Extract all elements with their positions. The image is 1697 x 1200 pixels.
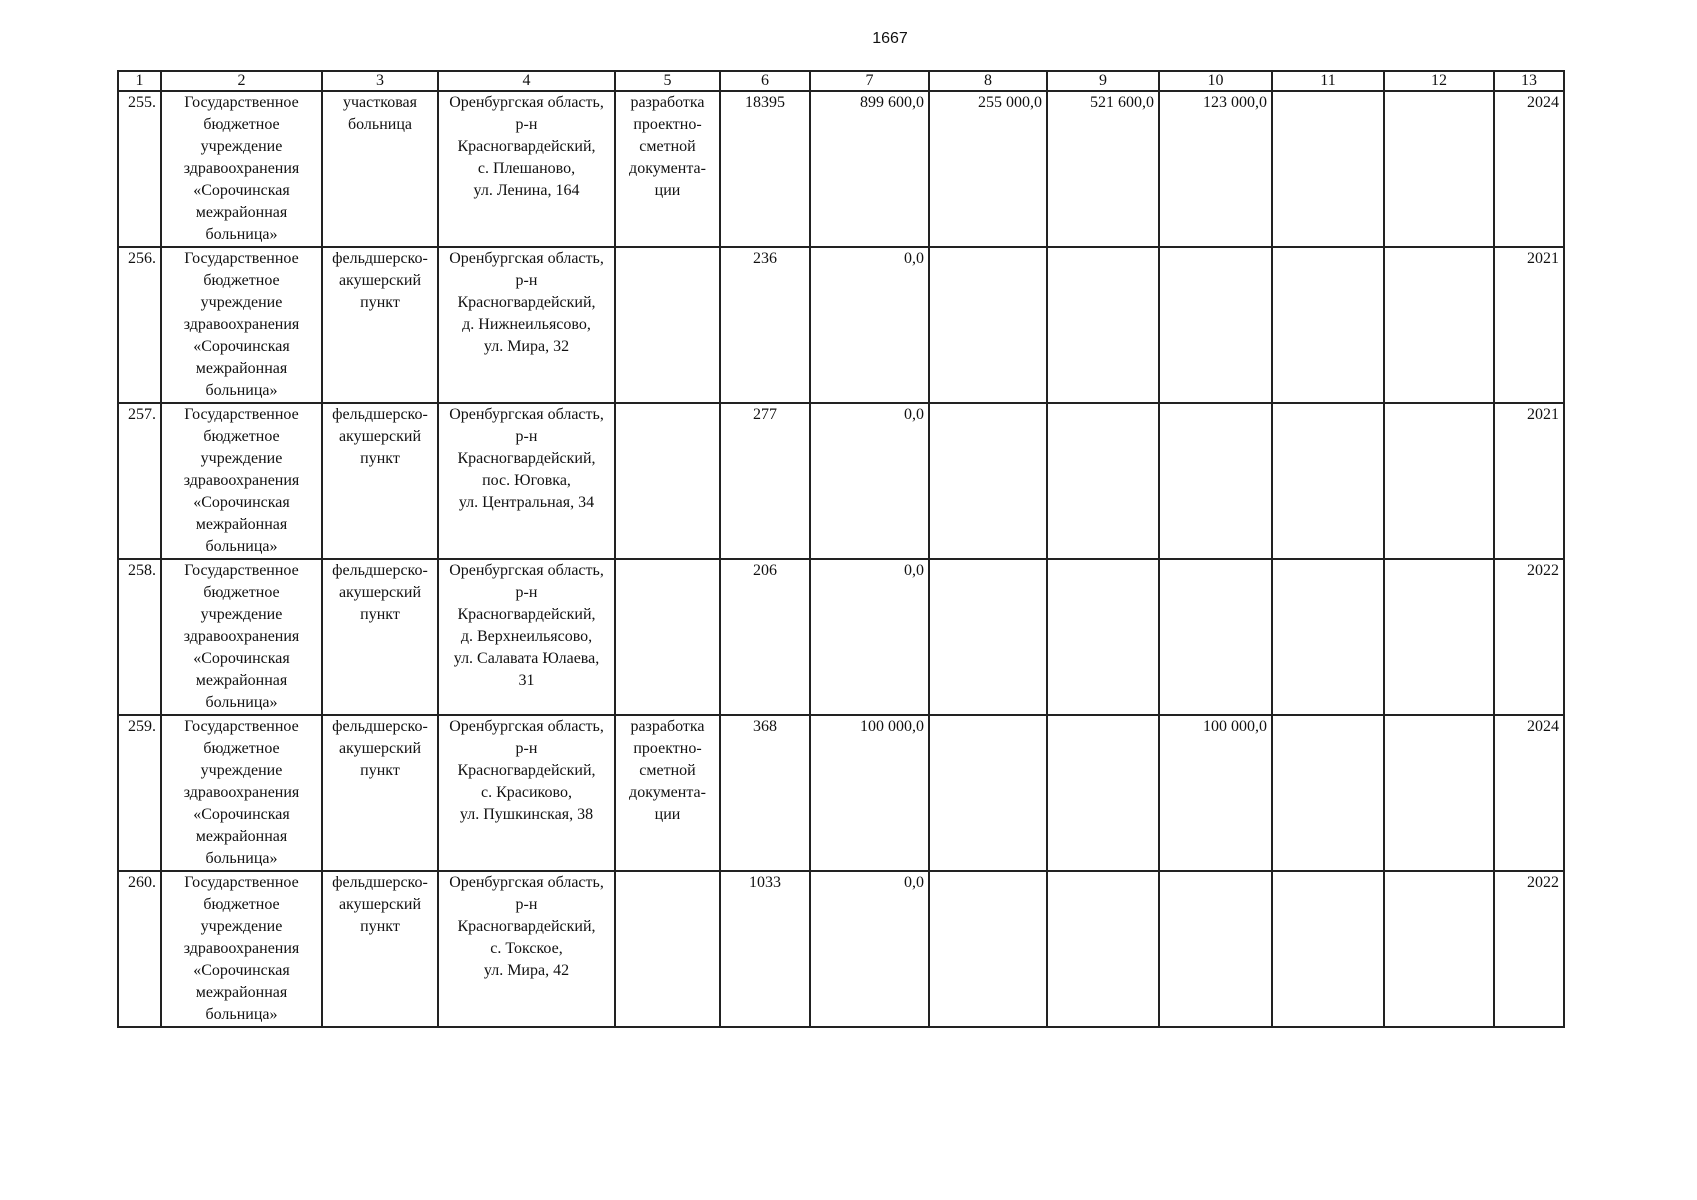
amount-total-cell-text: 0,0 [904,406,924,423]
quantity-cell-text: 1033 [749,874,781,891]
address-cell [438,559,615,715]
row-number-text: 257. [128,406,156,423]
institution-cell [161,247,322,403]
year-cell-text: 2022 [1527,874,1559,891]
amount-col10-cell [1159,247,1272,403]
quantity-cell [720,403,810,559]
year-cell-text: 2022 [1527,562,1559,579]
amount-col10-cell [1159,403,1272,559]
amount-total-cell-text: 899 600,0 [860,94,924,111]
amount-col11-cell [1272,247,1384,403]
row-number-text: 258. [128,562,156,579]
row-number [118,559,161,715]
quantity-cell [720,715,810,871]
year-cell [1494,715,1564,871]
address-cell-text: Оренбургская область, р-н Красногвардейский, д. Верхнеильясово, ул. Салавата Юлаева, 31 [449,562,604,689]
row-number [118,715,161,871]
amount-total-cell-text: 0,0 [904,562,924,579]
quantity-cell [720,871,810,1027]
institution-cell [161,871,322,1027]
facility-type-cell [322,247,438,403]
table-row [118,91,1564,247]
page-number: 1667 [872,30,908,47]
table-body [118,71,1564,1027]
year-cell-text: 2024 [1527,94,1559,111]
amount-col9-cell [1047,403,1159,559]
amount-col8-cell [929,871,1047,1027]
row-number-text: 255. [128,94,156,111]
amount-col9-cell [1047,247,1159,403]
institution-cell [161,91,322,247]
facility-type-cell-text: участковая больница [342,94,417,133]
column-number-header: 2 [161,71,322,91]
amount-col8-cell [929,247,1047,403]
year-cell [1494,403,1564,559]
amount-col11-cell [1272,715,1384,871]
row-number [118,871,161,1027]
work-type-cell [615,871,720,1027]
quantity-cell-text: 368 [753,718,777,735]
facility-type-cell-text: фельдшерско- акушерский пункт [332,406,428,467]
row-number-text: 259. [128,718,156,735]
column-number-header: 13 [1494,71,1564,91]
address-cell [438,403,615,559]
amount-col8-cell [929,715,1047,871]
amount-total-cell [810,247,929,403]
amount-col8-cell [929,91,1047,247]
facility-type-cell [322,871,438,1027]
facility-type-cell-text: фельдшерско- акушерский пункт [332,562,428,623]
column-number-header: 4 [438,71,615,91]
quantity-cell [720,91,810,247]
address-cell-text: Оренбургская область, р-н Красногвардейский, с. Плешаново, ул. Ленина, 164 [449,94,604,199]
column-number-header: 3 [322,71,438,91]
amount-col10-cell [1159,715,1272,871]
facility-type-cell [322,403,438,559]
facility-type-cell [322,715,438,871]
column-number-header: 7 [810,71,929,91]
table-row [118,403,1564,559]
institution-cell-text: Государственное бюджетное учреждение здравоохранения «Сорочинская межрайонная больница» [183,562,300,711]
amount-col10-cell [1159,91,1272,247]
amount-col11-cell [1272,871,1384,1027]
amount-col8-cell [929,403,1047,559]
amount-total-cell-text: 100 000,0 [860,718,924,735]
address-cell [438,247,615,403]
work-type-cell [615,247,720,403]
amount-col11-cell [1272,559,1384,715]
amount-col12-cell [1384,715,1494,871]
year-cell-text: 2021 [1527,250,1559,267]
quantity-cell [720,247,810,403]
amount-total-cell [810,403,929,559]
amount-col8-cell-text: 255 000,0 [978,94,1042,111]
amount-total-cell-text: 0,0 [904,250,924,267]
work-type-cell [615,91,720,247]
institution-cell-text: Государственное бюджетное учреждение здравоохранения «Сорочинская межрайонная больница» [183,406,300,555]
amount-col11-cell [1272,403,1384,559]
quantity-cell [720,559,810,715]
amount-col9-cell [1047,559,1159,715]
address-cell-text: Оренбургская область, р-н Красногвардейский, д. Нижнеильясово, ул. Мира, 32 [449,250,604,355]
quantity-cell-text: 236 [753,250,777,267]
address-cell [438,91,615,247]
amount-col8-cell [929,559,1047,715]
row-number-text: 256. [128,250,156,267]
year-cell [1494,247,1564,403]
column-number-header: 10 [1159,71,1272,91]
amount-col12-cell [1384,871,1494,1027]
amount-col10-cell [1159,559,1272,715]
row-number [118,91,161,247]
amount-col9-cell-text: 521 600,0 [1090,94,1154,111]
institution-cell-text: Государственное бюджетное учреждение здравоохранения «Сорочинская межрайонная больница» [183,94,300,243]
row-number [118,403,161,559]
column-number-header: 9 [1047,71,1159,91]
column-number-header: 8 [929,71,1047,91]
amount-total-cell [810,91,929,247]
institution-cell [161,715,322,871]
year-cell [1494,91,1564,247]
year-cell [1494,871,1564,1027]
facility-type-cell [322,91,438,247]
work-type-cell [615,403,720,559]
column-number-header: 6 [720,71,810,91]
facility-type-cell-text: фельдшерско- акушерский пункт [332,874,428,935]
amount-col12-cell [1384,91,1494,247]
amount-col12-cell [1384,559,1494,715]
amount-col12-cell [1384,247,1494,403]
column-number-row [118,71,1564,91]
year-cell-text: 2024 [1527,718,1559,735]
institution-cell [161,559,322,715]
amount-total-cell [810,715,929,871]
column-number-header: 1 [118,71,161,91]
amount-total-cell [810,559,929,715]
address-cell-text: Оренбургская область, р-н Красногвардейский, с. Красиково, ул. Пушкинская, 38 [449,718,604,823]
institution-cell-text: Государственное бюджетное учреждение здравоохранения «Сорочинская межрайонная больница» [183,874,300,1023]
facility-type-cell-text: фельдшерско- акушерский пункт [332,250,428,311]
work-type-cell [615,559,720,715]
column-number-header: 5 [615,71,720,91]
year-cell [1494,559,1564,715]
amount-col9-cell [1047,871,1159,1027]
amount-col11-cell [1272,91,1384,247]
amount-total-cell-text: 0,0 [904,874,924,891]
quantity-cell-text: 277 [753,406,777,423]
amount-col9-cell [1047,91,1159,247]
table-row [118,715,1564,871]
address-cell-text: Оренбургская область, р-н Красногвардейский, пос. Юговка, ул. Центральная, 34 [449,406,604,511]
amount-col12-cell [1384,403,1494,559]
address-cell-text: Оренбургская область, р-н Красногвардейский, с. Токское, ул. Мира, 42 [449,874,604,979]
quantity-cell-text: 206 [753,562,777,579]
amount-col10-cell-text: 100 000,0 [1203,718,1267,735]
institution-cell-text: Государственное бюджетное учреждение здравоохранения «Сорочинская межрайонная больница» [183,718,300,867]
row-number [118,247,161,403]
work-type-cell-text: разработка проектно- сметной документа- ции [629,94,706,199]
registry-table [117,70,1565,1028]
amount-col10-cell [1159,871,1272,1027]
quantity-cell-text: 18395 [745,94,785,111]
institution-cell-text: Государственное бюджетное учреждение здравоохранения «Сорочинская межрайонная больница» [183,250,300,399]
amount-col9-cell [1047,715,1159,871]
address-cell [438,871,615,1027]
amount-total-cell [810,871,929,1027]
institution-cell [161,403,322,559]
table-row [118,559,1564,715]
address-cell [438,715,615,871]
work-type-cell-text: разработка проектно- сметной документа- ции [629,718,706,823]
column-number-header: 11 [1272,71,1384,91]
work-type-cell [615,715,720,871]
table-row [118,871,1564,1027]
row-number-text: 260. [128,874,156,891]
amount-col10-cell-text: 123 000,0 [1203,94,1267,111]
facility-type-cell [322,559,438,715]
column-number-header: 12 [1384,71,1494,91]
table-row [118,247,1564,403]
year-cell-text: 2021 [1527,406,1559,423]
facility-type-cell-text: фельдшерско- акушерский пункт [332,718,428,779]
